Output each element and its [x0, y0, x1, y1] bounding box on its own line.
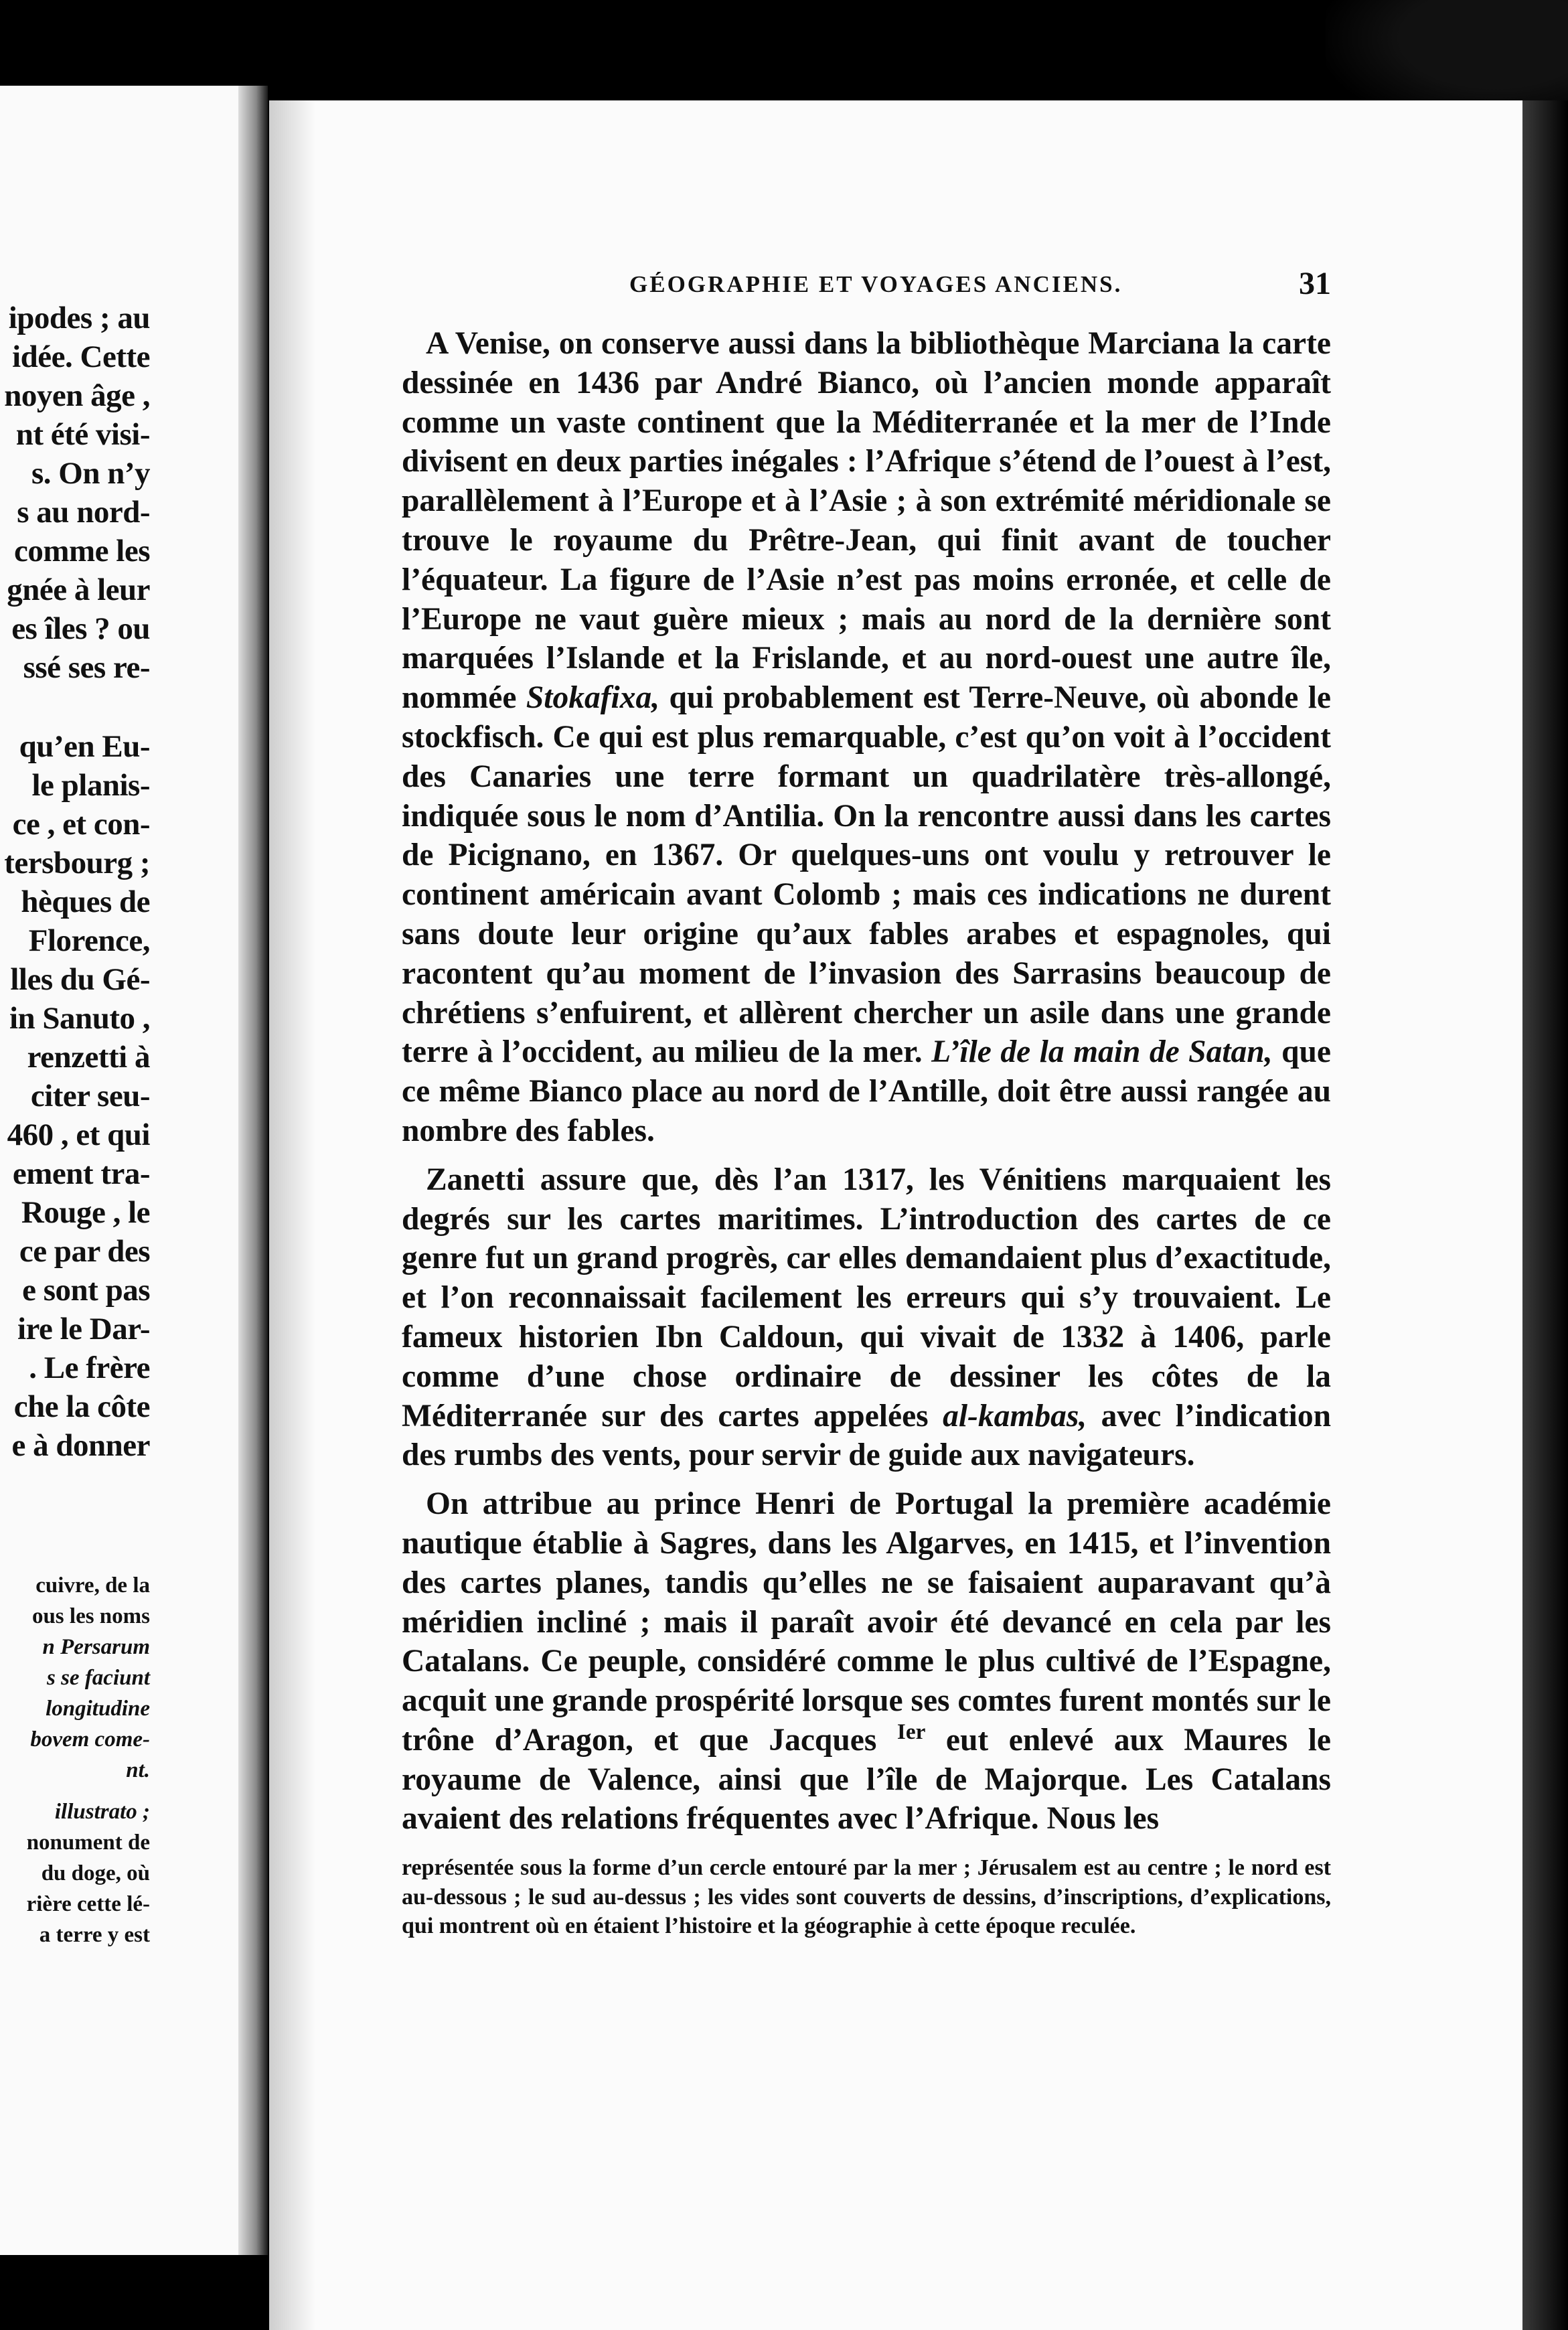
left-page-line: le planis-	[31, 768, 150, 803]
paragraph	[402, 1160, 1331, 1475]
left-page-line: s. On n’y	[31, 456, 150, 491]
text-run: A Venise, on conserve aussi dans la bibliothèque Marciana la carte dessinée en 1436 par André Bianco, où l’ancien monde apparaît comme un vaste continent que la Méditerranée et la mer de l’Inde divisent en deux parties inégales : l’Afrique s’étend de l’ouest à l’est, parallèlement à l’Europe et à l’Asie ; à son extrémité méridionale se trouve le royaume du Prêtre-Jean, qui finit avant de toucher l’équateur. La figure de l’Asie n’est pas moins erronée, et celle de l’Europe ne vaut guère mieux ; mais au nord de la dernière sont marquées l’Islande et la Frislande, et au nord-ouest une autre île, nommée	[402, 326, 1331, 716]
left-page-line: ement tra-	[12, 1156, 150, 1191]
text-run: On attribue au prince Henri de Portugal la première académie nautique établie à Sagres, dans les Algarves, en 1415, et l’invention des cartes planes, tandis qu’elles ne se faisaient auparavant qu’à méridien incliné ; mais il paraît avoir été devancé en cela par les Catalans. Ce peuple, considéré comme le plus cultivé de l’Espagne, acquit une grande prospérité lorsque ses comtes furent montés sur le trône d’Aragon, et que Jacques	[402, 1486, 1331, 1758]
footnote: représentée sous la forme d’un cercle entouré par la mer ; Jérusalem est au centre ; le nord est au-dessous ; le sud au-dessus ; les vides sont couverts de dessins, d’inscriptions, d’explications, qui montrent où en étaient l’histoire et la géographie à cette époque reculée.	[402, 1855, 1331, 1938]
left-page-line: ipodes ; au	[8, 301, 150, 335]
left-page-line: hèques de	[21, 884, 150, 919]
left-page-line: qu’en Eu-	[19, 729, 150, 764]
left-page-line: e à donner	[11, 1428, 150, 1463]
page-inner-shadow	[269, 100, 316, 2330]
left-page-line: ssé ses re-	[23, 650, 150, 685]
left-footnote-line: illustrato ;	[54, 1800, 150, 1824]
text-run: eut enlevé aux Maures le royaume de Valence, ainsi que l’île de Majorque. Les Catalans avaient des relations fréquentes avec l’Afrique. Nous les	[402, 1722, 1332, 1837]
left-footnote-line: a terre y est	[39, 1923, 150, 1947]
left-footnote-line: nonument de	[26, 1831, 150, 1855]
left-page-line: 460 , et qui	[7, 1117, 150, 1152]
left-page-line: idée. Cette	[12, 339, 150, 374]
text-run: avec l’indication des rumbs des vents, pour servir de guide aux navigateurs.	[402, 1398, 1332, 1473]
paragraph	[402, 324, 1331, 1151]
left-page-line: Florence,	[28, 923, 150, 958]
left-page-line: ire le Dar-	[17, 1312, 150, 1346]
italic-term: al-kambas,	[943, 1398, 1087, 1433]
text-run: Zanetti assure que, dès l’an 1317, les Vénitiens marquaient les degrés sur les cartes maritimes. L’introduction des cartes de ce genre fut un grand progrès, car elles demandaient plus d’exactitude, et l’on reconnaissait facilement les erreurs qui s’y trouvaient. Le fameux historien Ibn Caldoun, qui vivait de 1332 à 1406, parle comme d’une chose ordinaire de dessiner les côtes de la Méditerranée sur des cartes appelées	[402, 1162, 1331, 1433]
text-run: que ce même Bianco place au nord de l’Antille, doit être aussi rangée au nombre des fables.	[402, 1034, 1331, 1148]
page-edge-shadow	[1522, 100, 1568, 2330]
left-page-fragment	[0, 86, 249, 2255]
left-page-line: comme les	[14, 534, 150, 568]
left-page-line: es îles ? ou	[11, 611, 150, 646]
left-footnote-line: n Persarum	[42, 1635, 150, 1659]
paragraph	[402, 1484, 1331, 1839]
left-page-line: gnée à leur	[7, 572, 150, 607]
left-footnote-line: cuivre, de la	[35, 1573, 150, 1598]
left-footnote-line: bovem come-	[30, 1727, 150, 1752]
left-page-line: che la côte	[13, 1389, 150, 1424]
running-header: GÉOGRAPHIE ET VOYAGES ANCIENS.	[629, 271, 1123, 297]
left-footnote-line: rière cette lé-	[26, 1892, 150, 1916]
left-footnote-line: nt.	[126, 1758, 150, 1782]
text-run: qui probablement est Terre-Neuve, où abonde le stockfisch. Ce qui est plus remarquable, c’est qu’on voit à l’occident des Canaries une terre formant un quadrilatère très-allongé, indiquée sous le nom d’Antilia. On la rencontre aussi dans les cartes de Picignano, en 1367. Or quelques-uns ont voulu y retrouver le continent américain avant Colomb ; mais ces indications ne durent sans doute leur origine qu’aux fables arabes et espagnoles, qui racontent qu’au moment de l’invasion des Sarrasins beaucoup de chrétiens s’enfuirent, et allèrent chercher un asile dans une grande terre à l’occident, au milieu de la mer.	[402, 680, 1332, 1070]
left-page-line: noyen âge ,	[4, 378, 150, 413]
left-footnote-line: du doge, où	[41, 1861, 150, 1885]
left-page-line: s au nord-	[17, 495, 150, 530]
left-footnote-line: longitudine	[46, 1697, 150, 1721]
left-page-line: ce , et con-	[12, 807, 150, 842]
left-footnote-line: s se faciunt	[46, 1666, 150, 1690]
left-footnote-line: ous les noms	[31, 1604, 150, 1628]
italic-term: L’île de la main de Satan,	[931, 1034, 1273, 1070]
page-number: 31	[1299, 266, 1331, 301]
left-page-line: Rouge , le	[21, 1195, 150, 1230]
left-page-line: in Sanuto ,	[9, 1001, 150, 1036]
left-page-line: renzetti à	[27, 1040, 150, 1075]
main-text	[402, 324, 1331, 1839]
left-page-line: e sont pas	[22, 1273, 150, 1308]
italic-term: Stokafixa,	[526, 680, 660, 716]
superscript-ordinal: Ier	[896, 1719, 926, 1745]
book-gutter	[238, 86, 268, 2255]
left-page-line: citer seu-	[30, 1079, 150, 1113]
left-page-line: ce par des	[19, 1234, 150, 1269]
left-page-line: tersbourg ;	[4, 846, 150, 880]
left-page-line: . Le frère	[29, 1350, 150, 1385]
left-page-line: nt été visi-	[15, 417, 150, 452]
left-page-line: lles du Gé-	[10, 962, 150, 997]
